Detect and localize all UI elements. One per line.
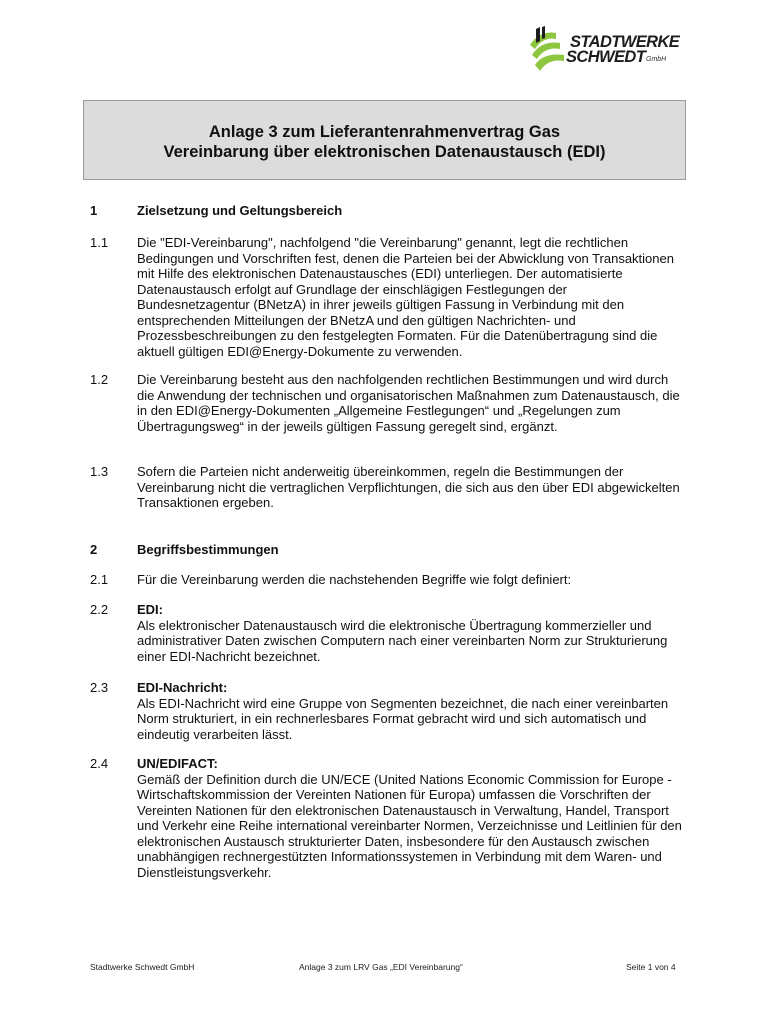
paragraph-body	[137, 756, 682, 880]
logo-wave-icon	[526, 25, 570, 73]
section-heading: Zielsetzung und Geltungsbereich	[137, 203, 343, 218]
paragraph-number: 1.2	[90, 372, 109, 387]
paragraph-body	[137, 680, 682, 742]
definition-text: Gemäß der Definition durch die UN/ECE (United Nations Economic Commission for Europe - Wirtschaftskommission der Vereinten Nationen für Europa) umfassen die Vorschriften der Vereinten Nationen für den elektronischen Datenaustausch in Verwaltung, Handel, Transport und Verkehr eine Reihe international vereinbarter Normen, Verzeichnisse und Leitlinien für den elektronischen Austausch strukturierter Daten, insbesondere für den Austausch zwischen unabhängigen rechnergestützten Informationssystemen in Verbindung mit dem Waren- und Dienstleistungsverkehr.	[137, 771, 682, 880]
definition-term: UN/EDIFACT:	[137, 756, 218, 771]
paragraph-number: 1.3	[90, 464, 109, 479]
paragraph-number: 1.1	[90, 235, 109, 250]
logo-text-line2: SCHWEDT	[566, 48, 646, 66]
paragraph-text: Die "EDI-Vereinbarung", nachfolgend "die Vereinbarung" genannt, legt die rechtlichen Bedingungen und Vorschriften fest, denen die Parteien bei der Abwicklung von Transaktionen mit Hilfe des elektronischen Datenaustausches (EDI) unterliegen. Der automatisierte Datenaustausch erfolgt auf Grundlage der einschlägigen Festlegungen der Bundesnetzagentur (BNetzA) in ihrer jeweils gültigen Fassung in Verbindung mit den entsprechenden Mitteilungen der BNetzA und den gültigen Nachrichten- und Prozessbeschreibungen zu den festgelegten Formaten. Für die Datenübertragung sind die aktuell gültigen EDI@Energy-Dokumente zu verwenden.	[137, 235, 674, 359]
paragraph-body	[137, 602, 682, 664]
paragraph-number: 2.1	[90, 572, 109, 587]
definition-text: Als EDI-Nachricht wird eine Gruppe von Segmenten bezeichnet, die nach einer vereinbarten Norm strukturiert, in ein rechnerlesbares Format gebracht wird und sich automatisch und eindeutig verarbeiten lässt.	[137, 695, 669, 742]
paragraph-number: 2.4	[90, 756, 109, 771]
paragraph-text: Sofern die Parteien nicht anderweitig übereinkommen, regeln die Bestimmungen der Vereinbarung nicht die vertraglichen Verpflichtungen, die sich aus den über EDI abgewickelten Transaktionen ergeben.	[137, 464, 680, 510]
footer-page-number: Seite 1 von 4	[626, 962, 676, 972]
logo-text-line1: STADTWERKE	[570, 33, 680, 51]
document-title-box	[83, 100, 686, 180]
footer-document-name: Anlage 3 zum LRV Gas „EDI Vereinbarung“	[299, 962, 463, 972]
company-logo	[526, 25, 686, 75]
footer-company: Stadtwerke Schwedt GmbH	[90, 962, 195, 972]
paragraph-text: Für die Vereinbarung werden die nachstehenden Begriffe wie folgt definiert:	[137, 572, 572, 587]
section-heading: Begriffsbestimmungen	[137, 542, 279, 557]
section-number: 1	[90, 203, 98, 218]
document-title-line1: Anlage 3 zum Lieferantenrahmenvertrag Gas	[208, 123, 561, 141]
paragraph-number: 2.3	[90, 680, 109, 695]
definition-text: Als elektronischer Datenaustausch wird die elektronische Übertragung kommerzieller und administrativer Daten zwischen Computern nach einer vereinbarten Norm zur Strukturierung einer EDI-Nachricht bezeichnet.	[137, 617, 668, 664]
definition-term: EDI:	[137, 602, 163, 617]
logo-text-line3: GmbH	[646, 56, 667, 63]
section-number: 2	[90, 542, 98, 557]
paragraph-text: Die Vereinbarung besteht aus den nachfolgenden rechtlichen Bestimmungen und wird durch die Anwendung der technischen und organisatorischen Maßnahmen zum Datenaustausch, die in den EDI@Energy-Dokumenten „Allgemeine Festlegungen“ und „Regelungen zum Übertragungsweg“ in der jeweils gültigen Fassung geregelt sind, ergänzt.	[137, 372, 680, 434]
definition-term: EDI-Nachricht:	[137, 680, 228, 695]
document-title-line2: Vereinbarung über elektronischen Datenaustausch (EDI)	[163, 143, 606, 161]
paragraph-number: 2.2	[90, 602, 109, 617]
